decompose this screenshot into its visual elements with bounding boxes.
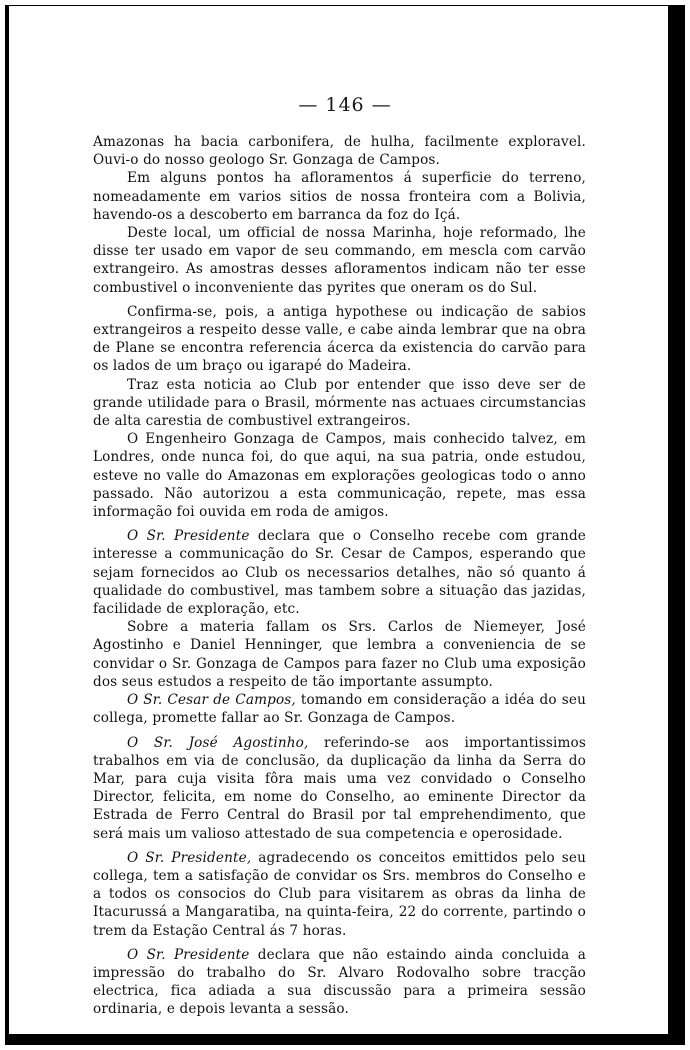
paragraph: Em alguns pontos ha afloramentos á superficie do terreno, nomeadamente em varios sitios de nossa fronteira com a Bolivia, havendo-os a descoberto em barranca da foz do Içá. xyxy=(93,170,586,223)
paragraph: Confirma-se, pois, a antiga hypothese ou indicação de sabios extrangeiros a respeito desse valle, e cabe ainda lembrar que na obra de Plane se encontra referencia ácerca da existencia do carvão para os lados de um braço ou igarapé do Madeira. xyxy=(93,303,586,375)
paragraph: Traz esta noticia ao Club por entender que isso deve ser de grande utilidade para o Brasil, mórmente nas actuaes circumstancias de alta carestia de combustivel extrangeiros. xyxy=(93,376,586,430)
paragraph: O Sr. Presidente declara que o Conselho recebe com grande interesse a communicação do Sr. Cesar de Campos, esperando que sejam fornecidos ao Club os necessarios detalhes, não só quanto á qualidade do combustivel, mas tambem sobre a situação das jazidas, facilidade de exploração, etc. xyxy=(93,528,586,618)
body-text xyxy=(93,133,586,1019)
speaker-name: O Sr. Presidente, xyxy=(127,849,252,866)
page-number: — 146 — xyxy=(298,94,392,116)
paragraph: Deste local, um official de nossa Marinha, hoje reformado, lhe disse ter usado em vapor de seu commando, em mescla com carvão extrangeiro. As amostras desses afloramentos indicam não ter esse combustivel o inconveniente das pyrites que oneram os do Sul. xyxy=(93,225,586,296)
scan-border-top xyxy=(5,5,685,6)
paragraph: Sobre a materia fallam os Srs. Carlos de Niemeyer, José Agostinho e Daniel Henninger, que lembra a conveniencia de se convidar o Sr. Gonzaga de Campos para fazer no Club uma exposição dos seus estudos a respeito de tão importante assumpto. xyxy=(93,619,586,690)
speaker-name: O Sr. Presidente xyxy=(127,946,250,963)
scan-border-left xyxy=(5,5,9,1045)
paragraph: O Sr. José Agostinho, referindo-se aos importantissimos trabalhos em via de conclusão, da duplicação da linha da Serra do Mar, para cuja visita fôra mais uma vez convidado o Conselho Director, felicita, em nome do Conselho, ao eminente Director da Estrada de Ferro Central do Brasil por tal emprehendimento, que será mais um valioso attestado de sua competencia e operosidade. xyxy=(93,734,586,842)
scan-border-right xyxy=(668,5,685,1045)
paragraph: Amazonas ha bacia carbonifera, de hulha, facilmente exploravel. Ouvi-o do nosso geologo Sr. Gonzaga de Campos. xyxy=(93,134,586,169)
paragraph: O Sr. Cesar de Campos, tomando em consideração a idéa do seu collega, promette fallar ao Sr. Gonzaga de Campos. xyxy=(93,692,586,727)
paragraph: O Engenheiro Gonzaga de Campos, mais conhecido talvez, em Londres, onde nunca foi, do que aqui, na sua patria, onde estudou, esteve no valle do Amazonas em explorações geologicas todo o anno passado. Não autorizou a esta communicação, repete, mas essa informação foi ouvida em roda de amigos. xyxy=(93,431,586,521)
scan-border-bottom xyxy=(5,1034,685,1045)
speaker-name: O Sr. José Agostinho, xyxy=(127,734,309,751)
speaker-name: O Sr. Presidente xyxy=(127,528,250,545)
paragraph: O Sr. Presidente declara que não estaindo ainda concluida a impressão do trabalho do Sr. Alvaro Rodovalho sobre tracção electrica, fica adiada a sua discussão para a primeira sessão ordinaria, e depois levanta a sessão. xyxy=(93,946,586,1018)
speaker-name: O Sr. Cesar de Campos, xyxy=(127,692,296,709)
paragraph: O Sr. Presidente, agradecendo os conceitos emittidos pelo seu collega, tem a satisfação de convidar os Srs. membros do Conselho e a todos os consocios do Club para visitarem as obras da linha de Itacurussá a Mangaratiba, na quinta-feira, 22 do corrente, partindo o trem da Estação Central ás 7 horas. xyxy=(93,849,586,939)
